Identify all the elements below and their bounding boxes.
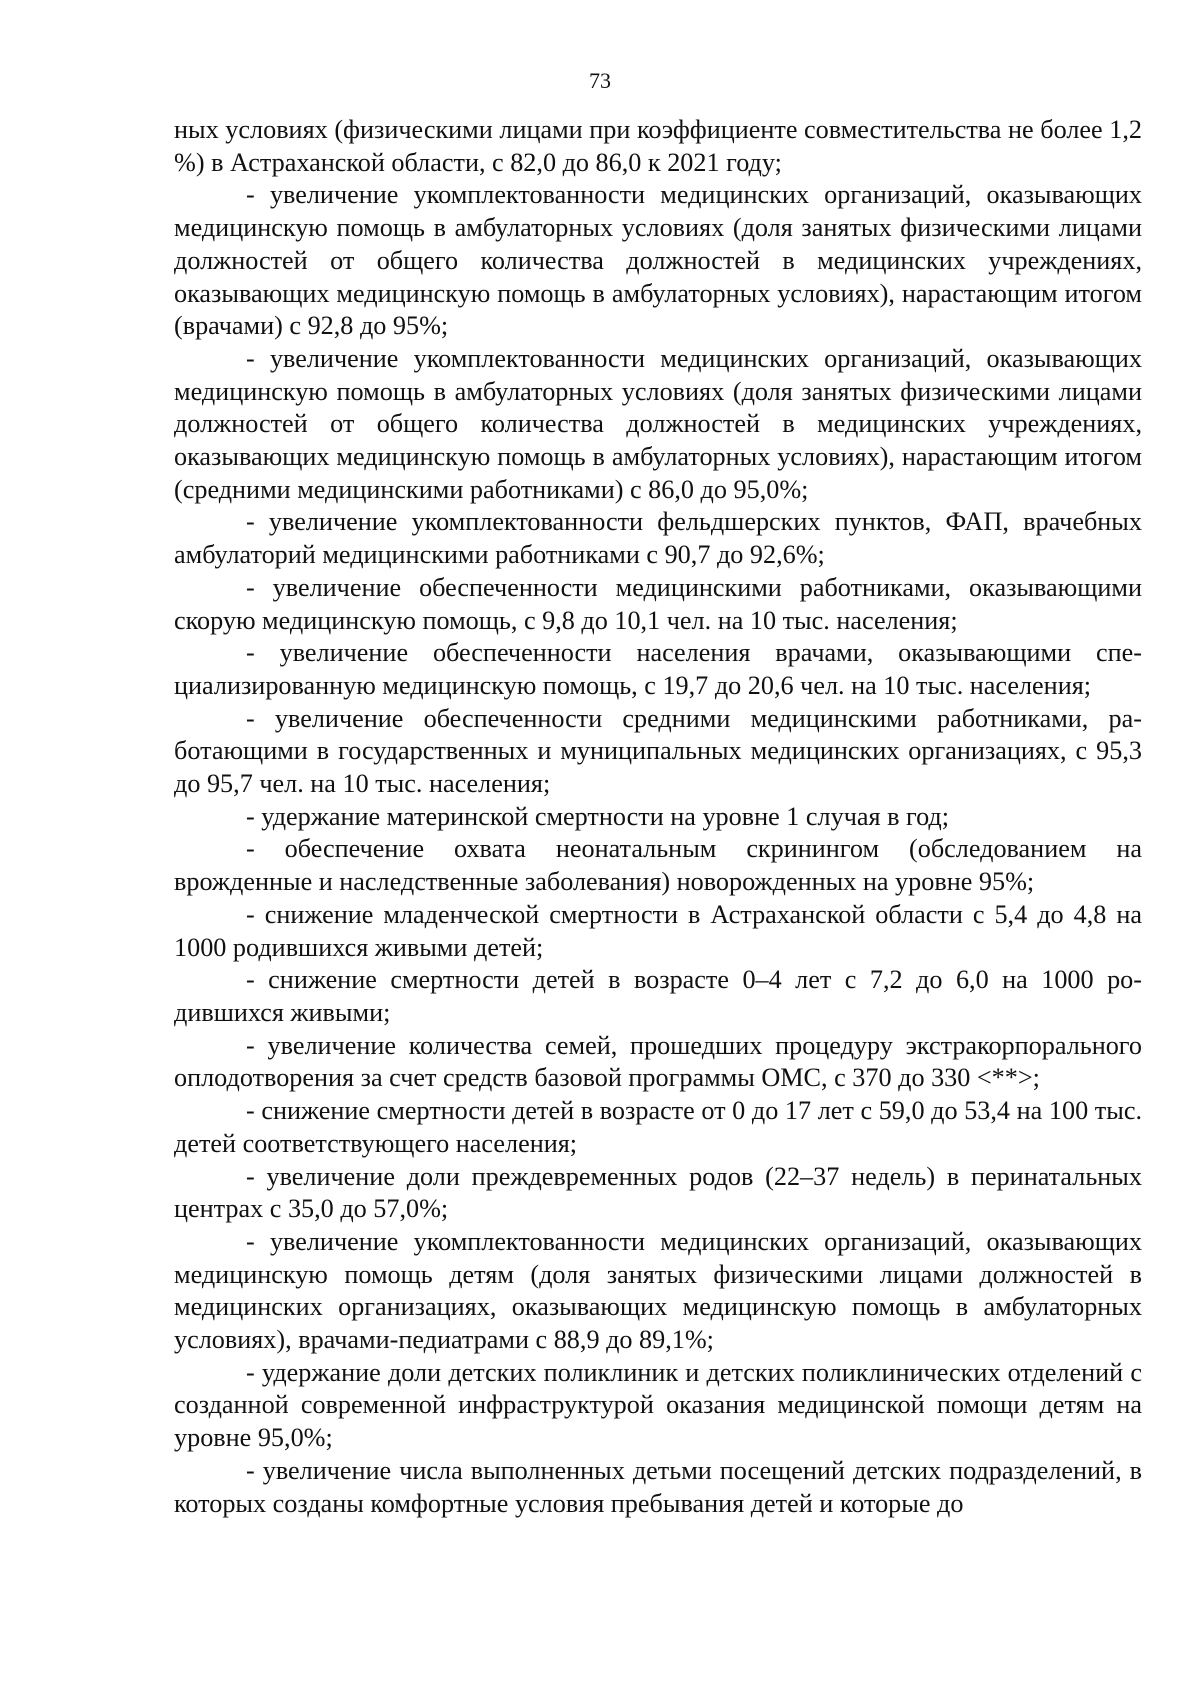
paragraph: - увеличение количества семей, прошедших процедуру экстракорпорального оплодотворения за счет средств базовой программы ОМС, с 370 до 330 <**>;: [174, 1030, 1142, 1093]
paragraph: - увеличение обеспеченности населения врачами, оказывающими специализированную медицинскую помощь, с 19,7 до 20,6 чел. на 10 тыс. населения;: [174, 638, 1142, 700]
paragraph: - увеличение обеспеченности медицинскими работниками, оказывающими скорую медицинскую помощь, с 9,8 до 10,1 чел. на 10 тыс. населения;: [174, 572, 1142, 635]
paragraph: - увеличение укомплектованности фельдшерских пунктов, ФАП, врачебных амбулаторий медицинскими работниками с 90,7 до 92,6%;: [174, 507, 1142, 570]
paragraph: - увеличение укомплектованности медицинских организаций, оказывающих медицинскую помощь детям (доля занятых физическими лицами должностей в медицинских организациях, оказывающих медицинскую помощь в амбулаторных условиях), врачами-педиатрами с 88,9 до 89,1%;: [174, 1226, 1142, 1355]
paragraph: - снижение смертности детей в возрасте 0–4 лет с 7,2 до 6,0 на 1000 родившихся живыми;: [174, 965, 1142, 1027]
paragraph: - удержание материнской смертности на уровне 1 случая в год;: [246, 801, 950, 831]
paragraph-continuation: ных условиях (физическими лицами при коэффициенте совместительства не более 1,2 %) в Астраханской области, с 82,0 до 86,0 к 2021 году;: [174, 115, 1142, 177]
paragraph: - обеспечение охвата неонатальным скринингом (обследованием на врожденные и наследственные заболевания) новорожденных на уровне 95%;: [174, 834, 1142, 897]
paragraph: - снижение смертности детей в возрасте от 0 до 17 лет с 59,0 до 53,4 на 100 тыс. детей соответствующего населения;: [174, 1096, 1142, 1158]
page-number: 73: [589, 68, 611, 93]
paragraph: - снижение младенческой смертности в Астраханской области с 5,4 до 4,8 на 1000 родившихся живыми детей;: [174, 899, 1142, 962]
paragraph: - увеличение доли преждевременных родов (22–37 недель) в перинатальных центрах с 35,0 до 57,0%;: [174, 1161, 1142, 1224]
paragraph: - удержание доли детских поликлиник и детских поликлинических отделений с созданной современной инфраструктурой оказания медицинской помощи детям на уровне 95,0%;: [174, 1357, 1142, 1453]
paragraph: - увеличение укомплектованности медицинских организаций, оказывающих медицинскую помощь в амбулаторных условиях (доля занятых физическими лицами должностей от общего количества должностей в медицинских учреждениях, оказывающих медицинскую помощь в амбулаторных условиях), нарастающим итогом (врачами) с 92,8 до 95%;: [174, 180, 1142, 341]
paragraph: - увеличение обеспеченности средними медицинскими работниками, работающими в государственных и муниципальных медицинских организациях, с 95,3 до 95,7 чел. на 10 тыс. населения;: [174, 703, 1142, 799]
paragraph: - увеличение числа выполненных детьми посещений детских подразделений, в которых созданы комфортные условия пребывания детей и которые до: [174, 1455, 1142, 1518]
body-text: [174, 114, 1142, 1520]
paragraph: - увеличение укомплектованности медицинских организаций, оказывающих медицинскую помощь в амбулаторных условиях (доля занятых физическими лицами должностей от общего количества должностей в медицинских учреждениях, оказывающих медицинскую помощь в амбулаторных условиях), нарастающим итогом (средними медицинскими работниками) с 86,0 до 95,0%;: [174, 343, 1142, 504]
